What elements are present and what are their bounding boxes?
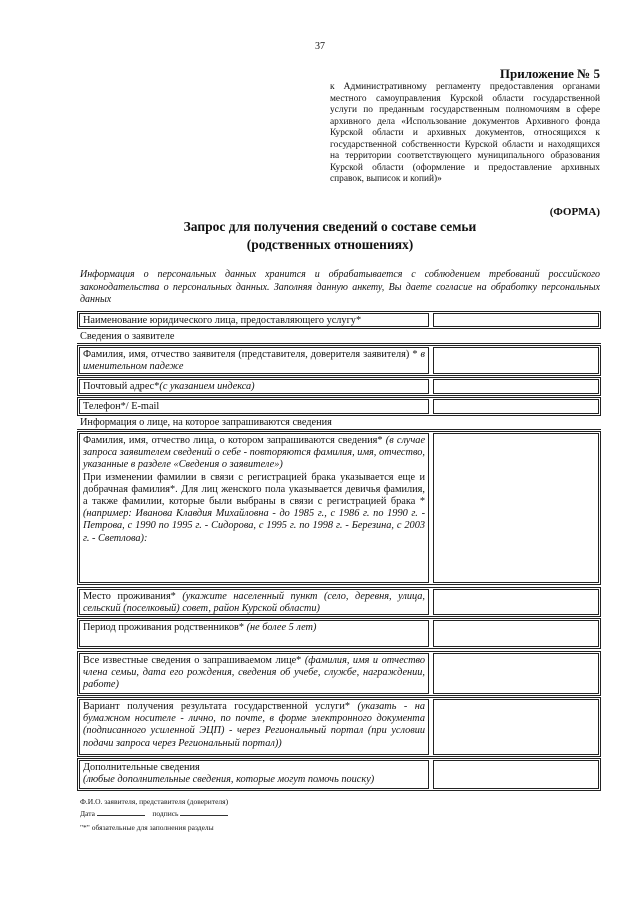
signature-label: подпись (152, 809, 179, 818)
footnote: "*" обязательные для заполнения разделы (80, 823, 214, 832)
residence-row (77, 587, 601, 617)
person-name-label: Фамилия, имя, отчество лица, о котором запрашиваются сведения* (в случае запроса заявителем сведений о себе - повторяются фамилия, имя, отчество, указанные в разделе «Сведения о заявителе») При изменении фамилии в связи с регистрацией брака указывается еще и добрачная фамилия*. Для лиц женского пола указывается девичья фамилия, а также фамилии, которые были выбраны в связи с регистрацией брака * (например: Иванова Клавдия Михайловна - до 1985 г., с 1986 г. по 1990 г. - Петрова, с 1990 по 1995 г. - Сидорова, с 1995 г. по 1998 г. - Березина, с 2003 г. - Светлова): (79, 433, 429, 583)
date-signature-line (80, 807, 480, 819)
appendix-title: Приложение № 5 (499, 66, 600, 81)
person-section-header: Информация о лице, на которое запрашиваются сведения (77, 417, 601, 430)
postal-address-label: Почтовый адрес*(с указанием индекса) (79, 379, 429, 394)
result-variant-hint: (указать - на бумажном носителе - лично, по почте, в форме электронного документа (подписанного усиленной ЭЦП) - через Региональный портал (при условии подачи запроса через Региональный портал)) (83, 701, 425, 749)
title-line-2: (родственных отношениях) (246, 237, 414, 252)
person-name-note: При изменении фамилии в связи с регистрацией брака указывается еще и добрачная фамилия*. Для лиц женского пола указывается девичья фамилия, а также фамилии, которые были выбраны в связи с регистрацией брака * (83, 471, 425, 508)
period-hint: (не более 5 лет) (246, 622, 317, 633)
residence-label: Место проживания* (укажите населенный пункт (село, деревня, улица, сельский (поселковый) совет, район Курской области) (79, 589, 429, 615)
org-name-field[interactable] (433, 313, 599, 327)
privacy-note: Информация о персональных данных хранится и обрабатывается с соблюдением требований российского законодательства о персональных данных. Заполняя данную анкету, Вы даете согласие на обработку персональных данных (80, 269, 600, 305)
signer-label: Ф.И.О. заявителя, представителя (доверителя) (80, 797, 229, 806)
period-label: Период проживания родственников* (не более 5 лет) (79, 620, 429, 647)
person-name-example: (например: Иванова Клавдия Михайловна - до 1985 г., с 1986 г. по 1990 г. - Петрова, с 1990 по 1995 г. - Сидорова, с 1995 г. по 1998 г. - Березина, с 2003 г. - Светлова): (83, 508, 425, 544)
page-number: 37 (315, 41, 325, 52)
postal-address-hint: (с указанием индекса) (159, 381, 255, 392)
org-name-label: Наименование юридического лица, предоставляющего услугу* (79, 313, 429, 327)
residence-field[interactable] (433, 589, 599, 615)
residence-hint: (укажите населенный пункт (село, деревня, улица, сельский (поселковый) совет, район Курской области) (83, 591, 426, 615)
phone-label: Телефон*/ E-mail (79, 399, 429, 414)
additional-hint: (любые дополнительные сведения, которые могут помочь поиску) (83, 774, 375, 786)
additional-label: Дополнительные сведения (любые дополнительные сведения, которые могут помочь поиску) (79, 760, 429, 789)
period-row (77, 618, 601, 649)
applicant-name-hint: в именительном падеже (83, 349, 425, 373)
person-name-field[interactable] (433, 433, 599, 583)
additional-row (77, 758, 601, 791)
phone-row (77, 397, 601, 416)
signature-field[interactable] (180, 807, 228, 816)
known-info-field[interactable] (433, 653, 599, 694)
postal-address-field[interactable] (433, 379, 599, 394)
form-mark: (ФОРМА) (549, 206, 600, 218)
applicant-section-header: Сведения о заявителе (77, 331, 601, 344)
applicant-name-label: Фамилия, имя, отчество заявителя (представителя, доверителя заявителя) * в именительном падеже (79, 347, 429, 374)
person-name-row (77, 431, 601, 585)
known-info-hint: (фамилия, имя и отчество члена семьи, дата его рождения, сведения об учебе, службе, награждении, работе) (83, 655, 426, 691)
known-info-row (77, 651, 601, 696)
signature-block (80, 797, 480, 819)
result-variant-field[interactable] (433, 699, 599, 755)
result-variant-label: Вариант получения результата государственной услуги* (указать - на бумажном носителе - лично, по почте, в форме электронного документа (подписанного усиленной ЭЦП) - через Региональный портал (при условии подачи запроса через Региональный портал)) (79, 699, 429, 755)
applicant-name-row (77, 345, 601, 376)
document-title (60, 218, 600, 254)
person-name-hint: (в случае запроса заявителем сведений о себе - повторяются фамилия, имя, отчество, указанные в разделе «Сведения о заявителе») (83, 435, 426, 471)
period-field[interactable] (433, 620, 599, 647)
phone-field[interactable] (433, 399, 599, 414)
org-name-row (77, 311, 601, 329)
date-field[interactable] (97, 807, 145, 816)
additional-field[interactable] (433, 760, 599, 789)
appendix-text: к Административному регламенту предоставления органами местного самоуправления Курской области государственной услуги по преданным государственным полномочиям в сфере архивного дела «Использование документов Архивного фонда Курской области и архивных документов, относящихся к государственной собственности Курской области и находящихся на территории соответствующего муниципального образования Курской области (оформление и предоставление архивных справок, выписок и копий)» (330, 82, 600, 184)
title-line-1: Запрос для получения сведений о составе семьи (183, 219, 477, 234)
result-variant-row (77, 697, 601, 757)
applicant-name-field[interactable] (433, 347, 599, 374)
date-label: Дата (80, 809, 95, 818)
postal-address-row (77, 377, 601, 396)
known-info-label: Все известные сведения о запрашиваемом лице* (фамилия, имя и отчество члена семьи, дата его рождения, сведения об учебе, службе, награждении, работе) (79, 653, 429, 694)
